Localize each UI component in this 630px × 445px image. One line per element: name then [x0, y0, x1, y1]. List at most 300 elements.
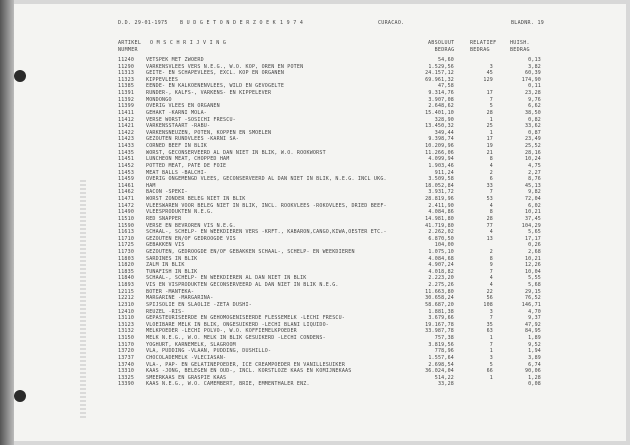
absolute-amount: 33.987,78 — [425, 328, 454, 335]
col-code-header — [118, 40, 141, 53]
article-code: 13110 — [118, 315, 135, 322]
household-amount: 47,92 — [524, 321, 541, 328]
household-amount: 0,87 — [528, 129, 541, 136]
article-code: 11313 — [118, 70, 135, 77]
table-row — [0, 150, 630, 157]
household-amount: 10,21 — [524, 255, 541, 262]
article-code: 11803 — [118, 255, 135, 262]
article-description: VARKENSNEUZEN, POTEN, KOPPEN EN SMOELEN — [146, 129, 272, 136]
article-description: WORST, GECONSERVEERD AL DAN NIET IN BLIK, W.O. ROOKWORST — [146, 149, 326, 156]
table-row — [0, 335, 630, 342]
col-rel-header — [470, 40, 496, 53]
relative-amount: 4 — [489, 229, 493, 236]
table-row — [0, 183, 630, 190]
absolute-amount: 11.266,06 — [425, 149, 454, 156]
household-amount: 0,13 — [528, 57, 541, 63]
absolute-amount: 1.881,38 — [428, 308, 454, 315]
absolute-amount: 2.223,20 — [428, 275, 454, 282]
relative-amount: 66 — [486, 368, 493, 375]
household-amount: 10,04 — [524, 268, 541, 275]
table-row — [0, 163, 630, 170]
header-line: ARTIKEL — [118, 40, 142, 46]
relative-amount: 9 — [489, 262, 493, 269]
relative-amount: 45 — [486, 70, 493, 77]
article-code: 11435 — [118, 149, 135, 156]
absolute-amount: 328,90 — [434, 116, 454, 123]
household-amount: 104,29 — [521, 222, 541, 229]
household-amount: 5,55 — [528, 275, 541, 282]
article-description: VLA, PUDDING -VLAAN, PUDDING, DUSHILLO- — [146, 348, 272, 355]
table-row — [0, 328, 630, 335]
relative-amount: 8 — [489, 156, 493, 163]
absolute-amount: 1.075,10 — [428, 248, 454, 255]
absolute-amount: 18.052,84 — [425, 182, 454, 189]
article-code: 11840 — [118, 275, 135, 282]
article-code: 11421 — [118, 123, 135, 130]
relative-amount: 13 — [486, 235, 493, 242]
table-row — [0, 203, 630, 210]
table-row — [0, 136, 630, 143]
table-row — [0, 295, 630, 302]
article-code: 13390 — [118, 381, 135, 388]
relative-amount: 1 — [489, 116, 493, 123]
household-amount: 2,68 — [528, 248, 541, 255]
absolute-amount: 1.529,56 — [428, 63, 454, 70]
household-amount: 33,62 — [524, 123, 541, 130]
article-description: VERSE WORST -SOSICHI FRESCU- — [146, 116, 236, 123]
household-amount: 10,24 — [524, 156, 541, 163]
absolute-amount: 349,44 — [434, 129, 454, 136]
col-huish-header — [510, 40, 530, 53]
article-code: 13132 — [118, 328, 135, 335]
absolute-amount: 3.907,08 — [428, 96, 454, 103]
relative-amount: 6 — [489, 176, 493, 183]
article-description: VLEESPRODUKTEN N.E.G. — [146, 209, 214, 216]
article-description: REUZEL -RIS- — [146, 308, 185, 315]
article-description: VARKENSVLEES VERS N.E.G., W.O. KOP, OREN EN POTEN — [146, 63, 304, 70]
article-code: 11462 — [118, 189, 135, 196]
household-amount: 9,76 — [528, 96, 541, 103]
article-description: SCHAAL-, SCHELP- EN WEEKDIEREN VERS -KRFT., KABARON,CANGO,KIWA,OESTER ETC.- — [146, 229, 387, 236]
article-description: POTTED MEAT, PATE DE FOIE — [146, 162, 227, 169]
article-code: 11459 — [118, 176, 135, 183]
relative-amount: 2 — [489, 169, 493, 176]
table-row — [0, 170, 630, 177]
article-code: 11590 — [118, 222, 135, 229]
absolute-amount: 58.687,20 — [425, 301, 454, 308]
col-abs-header — [428, 40, 454, 53]
header-line: BEDRAG — [510, 46, 530, 53]
article-code: 12410 — [118, 308, 135, 315]
household-amount: 29,15 — [524, 288, 541, 295]
table-row — [0, 130, 630, 137]
article-code: 13310 — [118, 368, 135, 375]
household-amount: 38,50 — [524, 109, 541, 116]
relative-amount: 8 — [489, 255, 493, 262]
table-row — [0, 269, 630, 276]
table-row — [0, 362, 630, 369]
article-description: OVERIG ONGEMENGD VLEES, GECONSERVEERD AL DAN NIET IN BLIK, N.E.G. INCL UKG. — [146, 176, 387, 183]
relative-amount: 7 — [489, 189, 493, 196]
household-amount: 72,04 — [524, 196, 541, 203]
table-row — [0, 381, 630, 388]
article-description: GEHAKT -KARNI MOLA- — [146, 109, 207, 116]
article-description: VETSPEK MET ZWOERD — [146, 57, 204, 63]
absolute-amount: 9.398,74 — [428, 136, 454, 143]
relative-amount: 25 — [486, 123, 493, 130]
table-row — [0, 275, 630, 282]
article-description: SMEERKAAS EN GRASPIE KAAS — [146, 374, 227, 381]
relative-amount: 1 — [489, 335, 493, 342]
household-amount: 1,28 — [528, 374, 541, 381]
article-code: 13150 — [118, 335, 135, 342]
absolute-amount: 15.401,10 — [425, 109, 454, 116]
article-code: 13740 — [118, 361, 135, 368]
article-description: VIS EN VISPRODUKTEN GECONSERVEERD AL DAN NIET IN BLIK N.E.G. — [146, 282, 339, 289]
article-code: 11240 — [118, 57, 135, 63]
household-amount: 10,21 — [524, 209, 541, 216]
article-description: GEZOUTEN EN/OF GEDROOGDE VIS — [146, 235, 236, 242]
article-code: 11391 — [118, 90, 135, 97]
relative-amount: 3 — [489, 308, 493, 315]
col-desc-header: O M S C H R I J V I N G — [150, 40, 227, 46]
article-description: MONDONGO — [146, 96, 172, 103]
relative-amount: 53 — [486, 196, 493, 203]
relative-amount: 56 — [486, 295, 493, 302]
table-row — [0, 342, 630, 349]
table-row — [0, 83, 630, 90]
relative-amount: 17 — [486, 136, 493, 143]
relative-amount: 63 — [486, 328, 493, 335]
household-amount: 0,08 — [528, 381, 541, 388]
household-amount: 4,75 — [528, 162, 541, 169]
article-description: GEBAKKEN VIS — [146, 242, 185, 249]
header-line: RELATIEF — [470, 40, 497, 46]
relative-amount: 7 — [489, 341, 493, 348]
article-description: KAAS -JONG, BELEGEN EN OUD-, INCL. KORSTLOZE KAAS EN KOMIJNEKAAS — [146, 368, 352, 375]
absolute-amount: 2.411,90 — [428, 202, 454, 209]
household-amount: 37,45 — [524, 215, 541, 222]
table-row — [0, 256, 630, 263]
relative-amount: 19 — [486, 143, 493, 150]
absolute-amount: 3.509,58 — [428, 176, 454, 183]
article-code: 11423 — [118, 136, 135, 143]
absolute-amount: 28.819,96 — [425, 196, 454, 203]
article-code: 11452 — [118, 162, 135, 169]
household-amount: 146,71 — [521, 301, 541, 308]
table-row — [0, 289, 630, 296]
household-amount: 3,82 — [528, 63, 541, 70]
household-amount: 1,89 — [528, 335, 541, 342]
table-row — [0, 302, 630, 309]
household-amount: 174,90 — [521, 76, 541, 83]
table-row — [0, 209, 630, 216]
article-code: 11412 — [118, 116, 135, 123]
header-line: BEDRAG — [434, 46, 455, 53]
article-code: 11399 — [118, 103, 135, 110]
article-description: SCHAAL-, SCHELP- EN WEEKDIEREN AL DAN NIET IN BLIK — [146, 275, 307, 282]
absolute-amount: 6.870,50 — [428, 235, 454, 242]
article-description: TUNAFISH IN BLIK — [146, 268, 198, 275]
household-amount: 25,52 — [524, 143, 541, 150]
absolute-amount: 11.663,80 — [425, 288, 454, 295]
article-description: MEAT BALLS -BALCHI- — [146, 169, 207, 176]
article-description: MARGARINE -MARGARINA- — [146, 295, 214, 302]
absolute-amount: 3.931,72 — [428, 189, 454, 196]
relative-amount: 22 — [486, 288, 493, 295]
relative-amount: 4 — [489, 282, 493, 289]
relative-amount: 4 — [489, 202, 493, 209]
article-code: 11392 — [118, 96, 135, 103]
relative-amount: 7 — [489, 268, 493, 275]
article-code: 11290 — [118, 63, 135, 70]
household-amount: 6,62 — [528, 103, 541, 110]
relative-amount: 77 — [486, 222, 493, 229]
article-code: 11453 — [118, 169, 135, 176]
absolute-amount: 514,22 — [434, 374, 454, 381]
absolute-amount: 54,60 — [437, 57, 454, 63]
article-code: 13720 — [118, 348, 135, 355]
relative-amount: 129 — [483, 76, 493, 83]
absolute-amount: 104,00 — [434, 242, 454, 249]
article-code: 11613 — [118, 229, 135, 236]
article-description: VLOEIBARE MELK IN BLIK, ONGESUIKERD -LECHI BLANI LIQUIDO- — [146, 321, 329, 328]
article-description: WORST ZONDER BELEG NIET IN BLIK — [146, 196, 246, 203]
absolute-amount: 69.961,32 — [425, 76, 454, 83]
article-code: 11422 — [118, 129, 135, 136]
absolute-amount: 1.557,64 — [428, 354, 454, 361]
article-code: 11433 — [118, 143, 135, 150]
article-code: 11725 — [118, 242, 135, 249]
article-description: RUNDER-, KALFS-, VARKENS- EN KIPPELEVER — [146, 90, 272, 97]
relative-amount: 7 — [489, 315, 493, 322]
report-year: 1 9 7 4 — [280, 20, 304, 26]
article-description: KAAS N.E.G., W.O. CAMEMBERT, BRIE, EMMENTHALER ENZ. — [146, 381, 310, 388]
household-amount: 6,74 — [528, 361, 541, 368]
article-description: VLA-, PAP- EN GELATINEPOEDER, ICE CREAMPOEDER EN VANILLESUIKER — [146, 361, 346, 368]
relative-amount: 28 — [486, 109, 493, 116]
article-code: 11730 — [118, 248, 135, 255]
table-row — [0, 282, 630, 289]
relative-amount: 3 — [489, 63, 493, 70]
article-code: 13737 — [118, 354, 135, 361]
household-amount: 45,13 — [524, 182, 541, 189]
absolute-amount: 10.209,96 — [425, 143, 454, 150]
article-code: 12115 — [118, 288, 135, 295]
article-code: 11472 — [118, 202, 135, 209]
household-amount: 9,37 — [528, 315, 541, 322]
table-row — [0, 103, 630, 110]
table-row — [0, 110, 630, 117]
table-row — [0, 229, 630, 236]
table-row — [0, 97, 630, 104]
article-description: SARDINES IN BLIK — [146, 255, 198, 262]
header-line: BEDRAG — [470, 46, 490, 53]
household-amount: 90,06 — [524, 368, 541, 375]
relative-amount: 2 — [489, 248, 493, 255]
absolute-amount: 911,24 — [434, 169, 454, 176]
household-amount: 5,65 — [528, 229, 541, 236]
table-row — [0, 242, 630, 249]
article-code: 11461 — [118, 182, 135, 189]
absolute-amount: 2.648,62 — [428, 103, 454, 110]
punch-hole — [14, 390, 26, 402]
article-code: 12212 — [118, 295, 135, 302]
household-amount: 6,02 — [528, 202, 541, 209]
absolute-amount: 2.262,02 — [428, 229, 454, 236]
table-row — [0, 143, 630, 150]
article-code: 11385 — [118, 83, 135, 90]
absolute-amount: 2.698,54 — [428, 361, 454, 368]
relative-amount: 7 — [489, 96, 493, 103]
article-code: 11411 — [118, 109, 135, 116]
relative-amount: 28 — [486, 215, 493, 222]
article-code: 11471 — [118, 196, 135, 203]
relative-amount: 4 — [489, 275, 493, 282]
article-description: RED SNAPPER — [146, 215, 182, 222]
article-description: EENDE- EN KALKOENENVLEES, WILD EN GEVOGELTE — [146, 83, 285, 90]
article-code: 13325 — [118, 374, 135, 381]
table-row — [0, 57, 630, 64]
table-row — [0, 375, 630, 382]
table-row — [0, 348, 630, 355]
article-code: 11323 — [118, 76, 135, 83]
household-amount: 9,52 — [528, 341, 541, 348]
article-code: 11490 — [118, 209, 135, 216]
household-amount: 76,52 — [524, 295, 541, 302]
absolute-amount: 757,38 — [434, 335, 454, 342]
relative-amount: 1 — [489, 129, 493, 136]
table-row — [0, 123, 630, 130]
article-code: 13170 — [118, 341, 135, 348]
absolute-amount: 4.099,94 — [428, 156, 454, 163]
absolute-amount: 4.084,86 — [428, 209, 454, 216]
household-amount: 12,26 — [524, 262, 541, 269]
relative-amount: 5 — [489, 103, 493, 110]
household-amount: 9,82 — [528, 189, 541, 196]
table-row — [0, 196, 630, 203]
relative-amount: 17 — [486, 90, 493, 97]
absolute-amount: 4.907,24 — [428, 262, 454, 269]
household-amount: 0,82 — [528, 116, 541, 123]
table-row — [0, 309, 630, 316]
absolute-amount: 41.719,80 — [425, 222, 454, 229]
absolute-amount: 9.314,76 — [428, 90, 454, 97]
household-amount: 60,39 — [524, 70, 541, 77]
relative-amount: 108 — [483, 301, 493, 308]
article-code: 11820 — [118, 262, 135, 269]
absolute-amount: 3.679,66 — [428, 315, 454, 322]
table-row — [0, 90, 630, 97]
table-row — [0, 223, 630, 230]
absolute-amount: 4.084,68 — [428, 255, 454, 262]
absolute-amount: 47,58 — [437, 83, 454, 90]
table-row — [0, 189, 630, 196]
absolute-amount: 24.157,12 — [425, 70, 454, 77]
article-code: 13123 — [118, 321, 135, 328]
relative-amount: 5 — [489, 361, 493, 368]
relative-amount: 21 — [486, 149, 493, 156]
article-description: LUNCHEON MEAT, CHOPPED HAM — [146, 156, 230, 163]
household-amount: 17,17 — [524, 235, 541, 242]
household-amount: 84,95 — [524, 328, 541, 335]
article-description: ZALM IN BLIK — [146, 262, 185, 269]
article-description: MELK N.E.G., W.O. MELK IN BLIK GESUIKERD -LECHI CONDENS- — [146, 335, 326, 342]
article-code: 11710 — [118, 235, 135, 242]
absolute-amount: 33,28 — [437, 381, 454, 388]
article-description: CHOCOLADEMELK -VLECIASAN- — [146, 354, 227, 361]
print-date: D.D. 29-01-1975 — [118, 20, 168, 26]
table-row — [0, 216, 630, 223]
household-amount: 28,16 — [524, 149, 541, 156]
absolute-amount: 19.167,78 — [425, 321, 454, 328]
absolute-amount: 13.450,32 — [425, 123, 454, 130]
article-description: KIPPEVLEES — [146, 76, 179, 83]
absolute-amount: 778,96 — [434, 348, 454, 355]
table-row — [0, 315, 630, 322]
absolute-amount: 36.024,04 — [425, 368, 454, 375]
relative-amount: 33 — [486, 182, 493, 189]
relative-amount: 3 — [489, 354, 493, 361]
household-amount: 23,49 — [524, 136, 541, 143]
report-region: CURACAO. — [378, 20, 405, 26]
table-row — [0, 236, 630, 243]
article-description: BACON -SPEKI- — [146, 189, 188, 196]
article-description: GEITE- EN SCHAPEVLEES, EXCL. KOP EN ORGANEN — [146, 70, 285, 77]
household-amount: 3,89 — [528, 354, 541, 361]
table-row — [0, 117, 630, 124]
relative-amount: 1 — [489, 348, 493, 355]
absolute-amount: 14.981,80 — [425, 215, 454, 222]
table-row — [0, 77, 630, 84]
article-description: BOTER -MANTEKA- — [146, 288, 195, 295]
table-row — [0, 70, 630, 77]
header-line: HUISH. — [510, 40, 530, 46]
table-row — [0, 249, 630, 256]
article-description: VLEESWAREN VOOR BELEG NIET IN BLIK, INCL. ROOKVLEES -ROKOVLEES, DRIED BEEF- — [146, 202, 387, 209]
household-amount: 0,26 — [528, 242, 541, 249]
household-amount: 2,27 — [528, 169, 541, 176]
relative-amount: 4 — [489, 162, 493, 169]
household-amount: 8,76 — [528, 176, 541, 183]
absolute-amount: 4.018,82 — [428, 268, 454, 275]
article-code: 12310 — [118, 301, 135, 308]
article-description: YOGHURT, KARNEMELK, SLAGROOM — [146, 341, 236, 348]
table-row — [0, 322, 630, 329]
article-code: 11893 — [118, 282, 135, 289]
table-row — [0, 262, 630, 269]
article-description: SPIJSOLIE EN SLAOLIE -ZETA DUSHI- — [146, 301, 252, 308]
article-code: 11451 — [118, 156, 135, 163]
header-line: NUMMER — [118, 46, 138, 53]
table-row — [0, 176, 630, 183]
article-code: 11510 — [118, 215, 135, 222]
article-description: GEPASTEURISEERDE EN GEHOMOGENISEERDE FLESSEMELK -LECHI FRESCU- — [146, 315, 346, 322]
household-amount: 1,94 — [528, 348, 541, 355]
absolute-amount: 1.903,46 — [428, 162, 454, 169]
article-description: GEZOUTEN, GEDROOGDE EN/OF GEBAKKEN SCHAAL-, SCHELP- EN WEEKDIEREN — [146, 248, 355, 255]
article-description: MELKPOEDER -LECHI POLVO-, W.O. KOFFIEMELKPOEDER — [146, 328, 297, 335]
article-description: GEZOUTEN RUNDVLEES -KARNI SA- — [146, 136, 240, 143]
absolute-amount: 30.658,24 — [425, 295, 454, 302]
table-row — [0, 355, 630, 362]
page-number: BLADNR. 19 — [511, 20, 545, 26]
article-description: OVERIG VLEES EN ORGANEN — [146, 103, 220, 110]
household-amount: 23,28 — [524, 90, 541, 97]
household-amount: 5,68 — [528, 282, 541, 289]
relative-amount: 35 — [486, 321, 493, 328]
article-description: HAM — [146, 182, 156, 189]
